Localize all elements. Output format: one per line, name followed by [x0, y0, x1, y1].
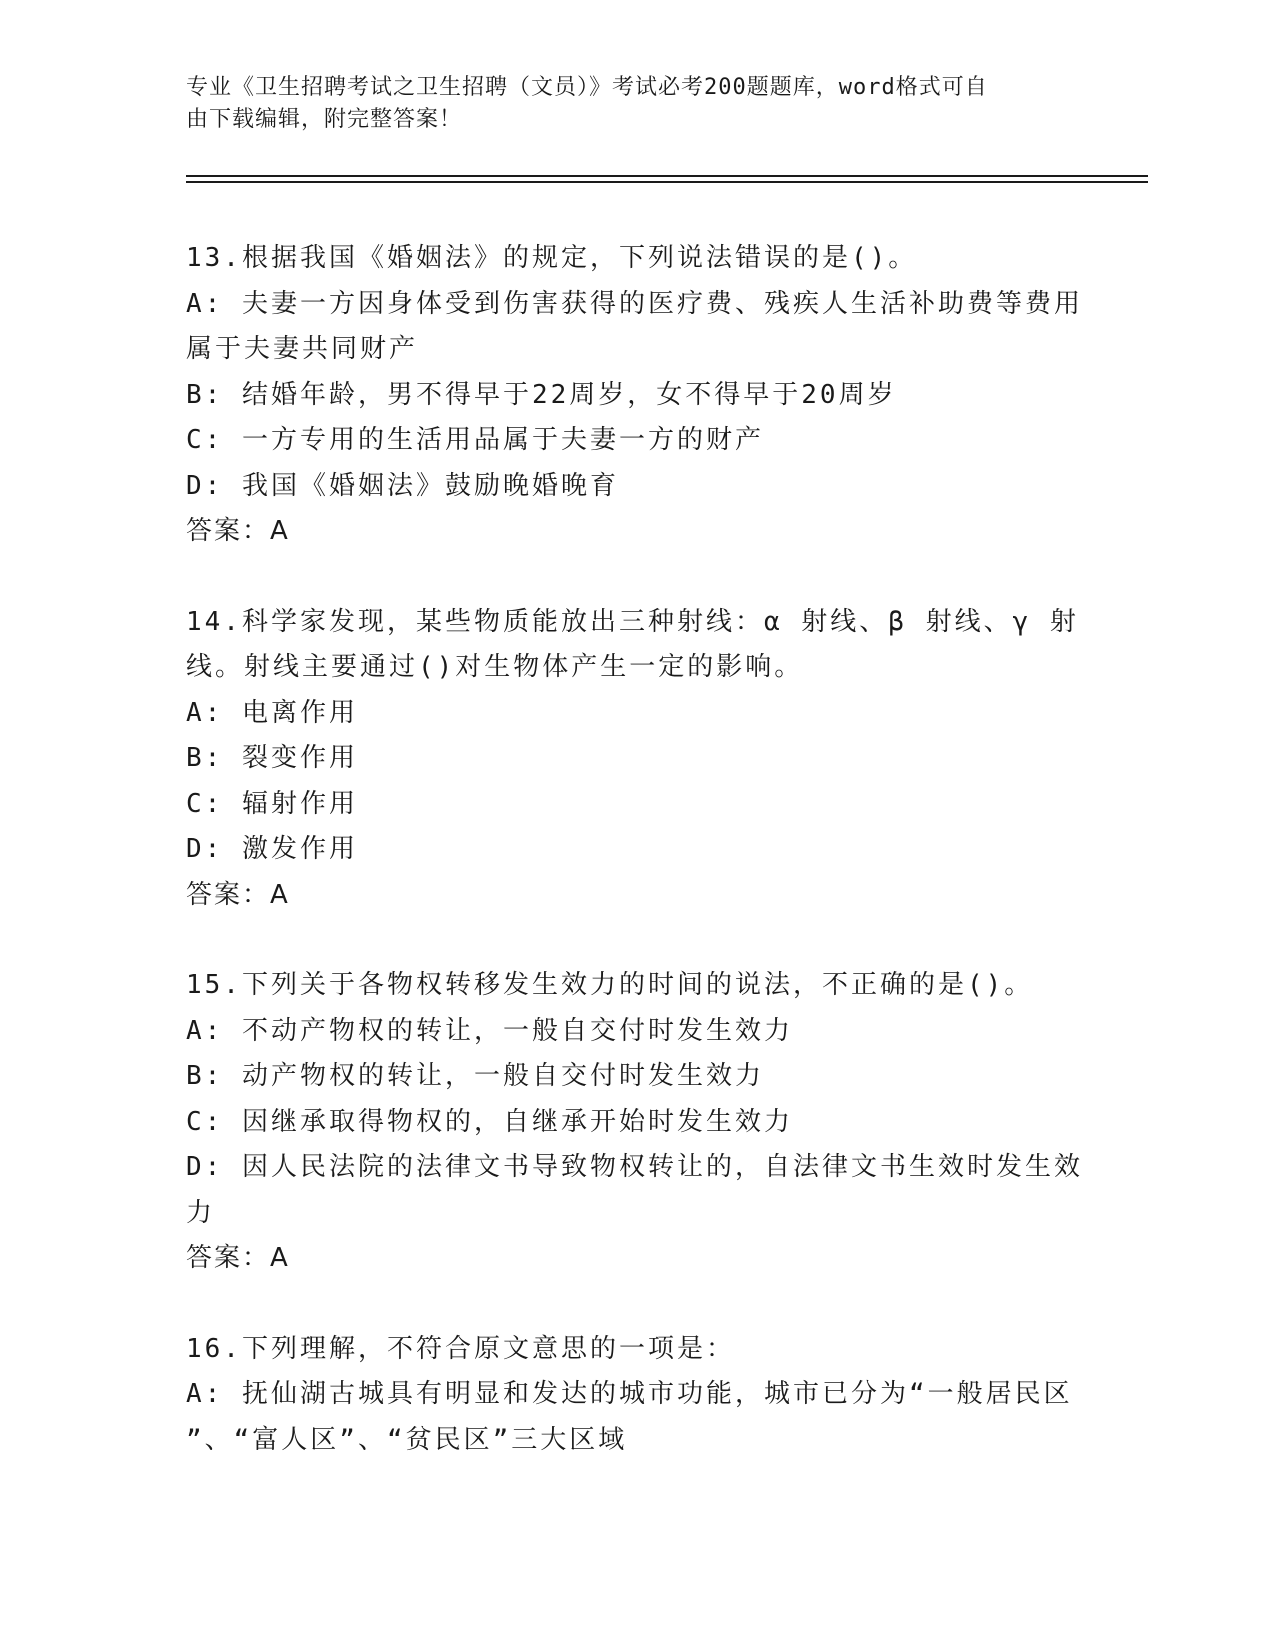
question-13-option-a-cont: 属于夫妻共同财产 [186, 334, 419, 364]
question-14-option-c: C: 辐射作用 [186, 788, 358, 819]
question-13-stem: 13.根据我国《婚姻法》的规定，下列说法错误的是()。 [186, 243, 918, 273]
question-14-option-b: B: 裂变作用 [186, 743, 358, 773]
question-14-stem: 14.科学家发现，某些物质能放出三种射线：α 射线、β 射线、γ 射 [186, 606, 1079, 637]
question-14-answer: 答案：A [186, 879, 290, 910]
question-14-stem-cont: 线。射线主要通过()对生物体产生一定的影响。 [186, 652, 804, 682]
question-16-stem: 16.下列理解，不符合原文意思的一项是： [186, 1333, 735, 1364]
question-15-stem: 15.下列关于各物权转移发生效力的时间的说法，不正确的是()。 [186, 970, 1034, 1000]
question-13-option-a: A: 夫妻一方因身体受到伤害获得的医疗费、残疾人生活补助费等费用 [186, 288, 1083, 319]
question-15-answer: 答案：A [186, 1243, 290, 1273]
question-14 [186, 600, 1086, 919]
question-15-option-c: C: 因继承取得物权的，自继承开始时发生效力 [186, 1106, 793, 1137]
question-15-option-a: A: 不动产物权的转让，一般自交付时发生效力 [186, 1015, 793, 1046]
header-line-1: 专业《卫生招聘考试之卫生招聘（文员）》考试必考200题题库，word格式可自 [186, 75, 988, 100]
question-13 [186, 236, 1086, 555]
question-14-option-a: A: 电离作用 [186, 697, 358, 728]
header-divider-top [186, 175, 1148, 177]
question-15-option-d-cont: 力 [186, 1197, 216, 1228]
question-16-option-a-cont: ”、“富人区”、“贫民区”三大区域 [186, 1424, 628, 1455]
question-13-option-d: D: 我国《婚姻法》鼓励晚婚晚育 [186, 470, 619, 501]
question-16 [186, 1327, 1086, 1464]
header-divider-bottom [186, 181, 1148, 183]
question-13-answer: 答案：A [186, 516, 290, 546]
question-list [186, 236, 1086, 1508]
question-15-option-d: D: 因人民法院的法律文书导致物权转让的，自法律文书生效时发生效 [186, 1152, 1083, 1182]
header-line-2: 由下载编辑，附完整答案！ [186, 107, 463, 132]
question-15-option-b: B: 动产物权的转让，一般自交付时发生效力 [186, 1061, 764, 1091]
question-16-option-a: A: 抚仙湖古城具有明显和发达的城市功能，城市已分为“一般居民区 [186, 1379, 1073, 1409]
question-13-option-c: C: 一方专用的生活用品属于夫妻一方的财产 [186, 425, 764, 455]
question-13-option-b: B: 结婚年龄，男不得早于22周岁，女不得早于20周岁 [186, 379, 897, 410]
question-14-option-d: D: 激发作用 [186, 834, 358, 864]
question-15 [186, 963, 1086, 1282]
document-header [186, 72, 1066, 136]
